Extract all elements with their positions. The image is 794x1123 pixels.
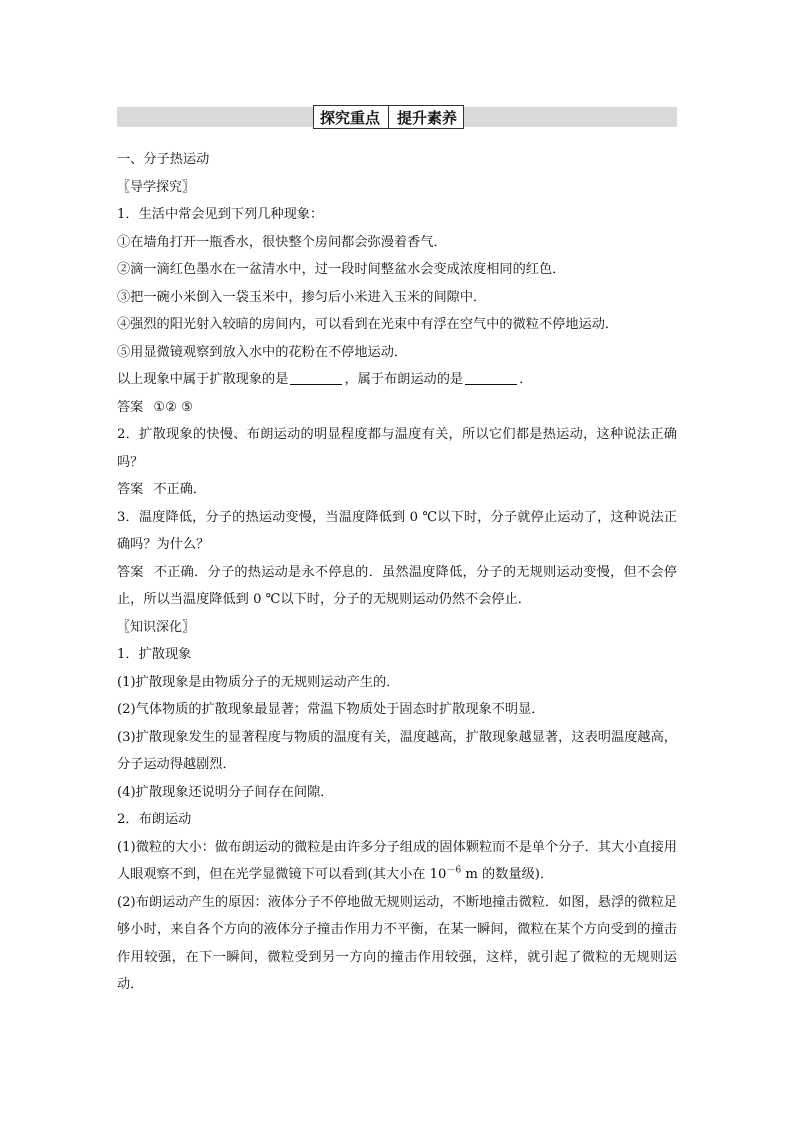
q1-item: ②滴一滴红色墨水在一盆清水中，过一段时间整盆水会变成浓度相同的红色． [117, 262, 566, 277]
answer-text: 不正确． [153, 482, 207, 497]
point-title: 1．扩散现象 [117, 647, 192, 662]
exponent: －6 [446, 865, 462, 876]
banner-divider [388, 106, 389, 128]
q1-item: ③把一碗小米倒入一袋玉米中，掺匀后小米进入玉米的间隙中． [117, 289, 487, 305]
q1-answer [117, 394, 677, 422]
point-item: (4)扩散现象还说明分子间存在间隙． [117, 784, 334, 800]
guide-header: 〖导学探究〗 [117, 179, 196, 195]
item1-text-b: m 的数量级)． [461, 867, 554, 882]
q1-fill-a: 以上现象中属于扩散现象的是 [117, 372, 289, 387]
q3-answer [117, 559, 677, 614]
q1-fill-end: ． [519, 372, 533, 387]
document-body [117, 146, 677, 999]
q1-fill-b: ，属于布朗运动的是 [344, 372, 464, 387]
banner-right-label: 提升素养 [397, 108, 458, 127]
deepen-header: 〖知识深化〗 [117, 619, 196, 635]
point-item: (3)扩散现象发生的显著程度与物质的温度有关，温度越高，扩散现象越显著，这表明温度越高，分子运动得越剧烈． [117, 729, 677, 772]
answer-label: 答案 [117, 399, 144, 415]
answer-text: ①② ⑤ [153, 399, 194, 415]
answer-label: 答案 [117, 564, 144, 580]
point-item: (1)扩散现象是由物质分子的无规则运动产生的． [117, 674, 400, 690]
q2-stem: 2．扩散现象的快慢、布朗运动的明显程度都与温度有关，所以它们都是热运动，这种说法正确吗？ [117, 427, 677, 470]
section-title: 一、分子热运动 [117, 152, 210, 167]
point-title: 2．布朗运动 [117, 812, 192, 827]
blank-field[interactable] [465, 370, 517, 385]
q1-item: ⑤用显微镜观察到放入水中的花粉在不停地运动． [117, 344, 408, 360]
answer-text: 不正确．分子的热运动是永不停息的．虽然温度降低，分子的无规则运动变慢，但不会停止，所以当温度降低到 0 ℃以下时，分子的无规则运动仍然不会停止． [117, 564, 677, 607]
item1-text-a: (1)微粒的大小：做布朗运动的微粒是由许多分子组成的固体颗粒而不是单个分子．其大小直接用人眼观察不到，但在光学显微镜下可以看到(其大小在 10 [117, 839, 677, 882]
q1-stem: 1．生活中常会见到下列几种现象： [117, 207, 324, 222]
point-item: (2)气体物质的扩散现象最显著；常温下物质处于固态时扩散现象不明显． [117, 702, 545, 717]
q3-stem: 3．温度降低，分子的热运动变慢，当温度降低到 0 ℃以下时，分子就停止运动了，这种说法正确吗？为什么？ [117, 509, 677, 552]
section-banner [117, 107, 677, 127]
banner-box [313, 105, 464, 129]
point-item [117, 834, 677, 889]
q1-item: ①在墙角打开一瓶香水，很快整个房间都会弥漫着香气． [117, 234, 447, 250]
point-item: (2)布朗运动产生的原因：液体分子不停地做无规则运动，不断地撞击微粒．如图，悬浮的微粒足够小时，来自各个方向的液体分子撞击作用力不平衡，在某一瞬间，微粒在某个方向受到的撞击作用较强，在下一瞬间，微粒受到另一方向的撞击作用较强，这样，就引起了微粒的无规则运动． [117, 894, 677, 992]
banner-left-label: 探究重点 [320, 108, 381, 127]
q1-fill-line [117, 366, 677, 394]
q2-answer [117, 476, 677, 504]
q1-item: ④强烈的阳光射入较暗的房间内，可以看到在光束中有浮在空气中的微粒不停地运动． [117, 317, 619, 332]
answer-label: 答案 [117, 482, 144, 497]
blank-field[interactable] [290, 370, 342, 385]
